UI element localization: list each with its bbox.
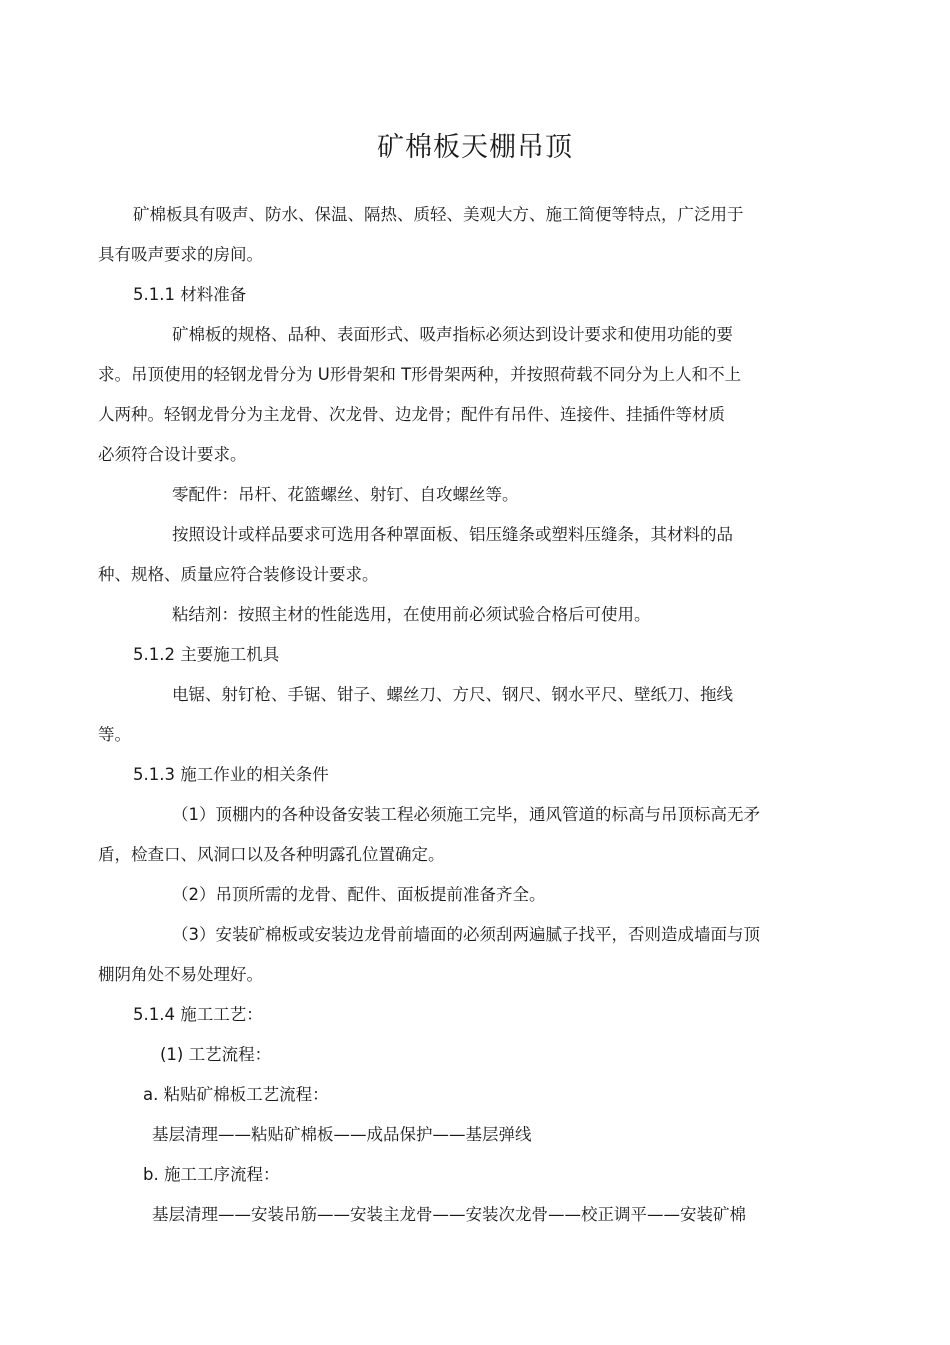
document-title: 矿棉板天棚吊顶: [377, 132, 573, 163]
materials-paragraph-line-4: 必须符合设计要求。: [98, 445, 247, 464]
condition-1-line-1: （1）顶棚内的各种设备安装工程必须施工完毕，通风管道的标高与吊顶标高无矛: [172, 805, 760, 824]
panels-paragraph-line-2: 种、规格、质量应符合装修设计要求。: [98, 565, 379, 584]
materials-paragraph-line-3: 人两种。轻钢龙骨分为主龙骨、次龙骨、边龙骨；配件有吊件、连接件、挂插件等材质: [98, 405, 725, 424]
condition-3-line-1: （3）安装矿棉板或安装边龙骨前墙面的必须刮两遍腻子找平，否则造成墙面与顶: [172, 925, 760, 944]
intro-paragraph-line-2: 具有吸声要求的房间。: [98, 245, 263, 264]
process-flow-heading: (1) 工艺流程：: [160, 1045, 272, 1064]
flow-a-heading: a. 粘贴矿棉板工艺流程：: [143, 1085, 329, 1104]
condition-1-line-2: 盾，检查口、风洞口以及各种明露孔位置确定。: [98, 845, 445, 864]
section-heading-5-1-4: 5.1.4 施工工艺：: [133, 1005, 263, 1024]
panels-paragraph-line-1: 按照设计或样品要求可选用各种罩面板、铝压缝条或塑料压缝条，其材料的品: [172, 525, 733, 544]
flow-b-heading: b. 施工工序流程：: [143, 1165, 280, 1184]
tools-paragraph-line-2: 等。: [98, 725, 131, 744]
section-heading-5-1-1: 5.1.1 材料准备: [133, 285, 247, 304]
section-heading-5-1-3: 5.1.3 施工作业的相关条件: [133, 765, 329, 784]
materials-paragraph-line-1: 矿棉板的规格、品种、表面形式、吸声指标必须达到设计要求和使用功能的要: [172, 325, 733, 344]
materials-paragraph-line-2: 求。吊顶使用的轻钢龙骨分为 U形骨架和 T形骨架两种，并按照荷载不同分为上人和不上: [98, 365, 742, 384]
flow-a-steps: 基层清理——粘贴矿棉板——成品保护——基层弹线: [152, 1125, 532, 1144]
condition-3-line-2: 棚阴角处不易处理好。: [98, 965, 263, 984]
accessories-paragraph: 零配件：吊杆、花篮螺丝、射钉、自攻螺丝等。: [172, 485, 519, 504]
adhesive-paragraph: 粘结剂：按照主材的性能选用，在使用前必须试验合格后可使用。: [172, 605, 651, 624]
tools-paragraph-line-1: 电锯、射钉枪、手锯、钳子、螺丝刀、方尺、钢尺、钢水平尺、壁纸刀、拖线: [172, 685, 733, 704]
condition-2: （2）吊顶所需的龙骨、配件、面板提前准备齐全。: [172, 885, 546, 904]
intro-paragraph-line-1: 矿棉板具有吸声、防水、保温、隔热、质轻、美观大方、施工简便等特点，广泛用于: [133, 205, 744, 224]
flow-b-steps: 基层清理——安装吊筋——安装主龙骨——安装次龙骨——校正调平——安装矿棉: [152, 1205, 746, 1224]
section-heading-5-1-2: 5.1.2 主要施工机具: [133, 645, 280, 664]
